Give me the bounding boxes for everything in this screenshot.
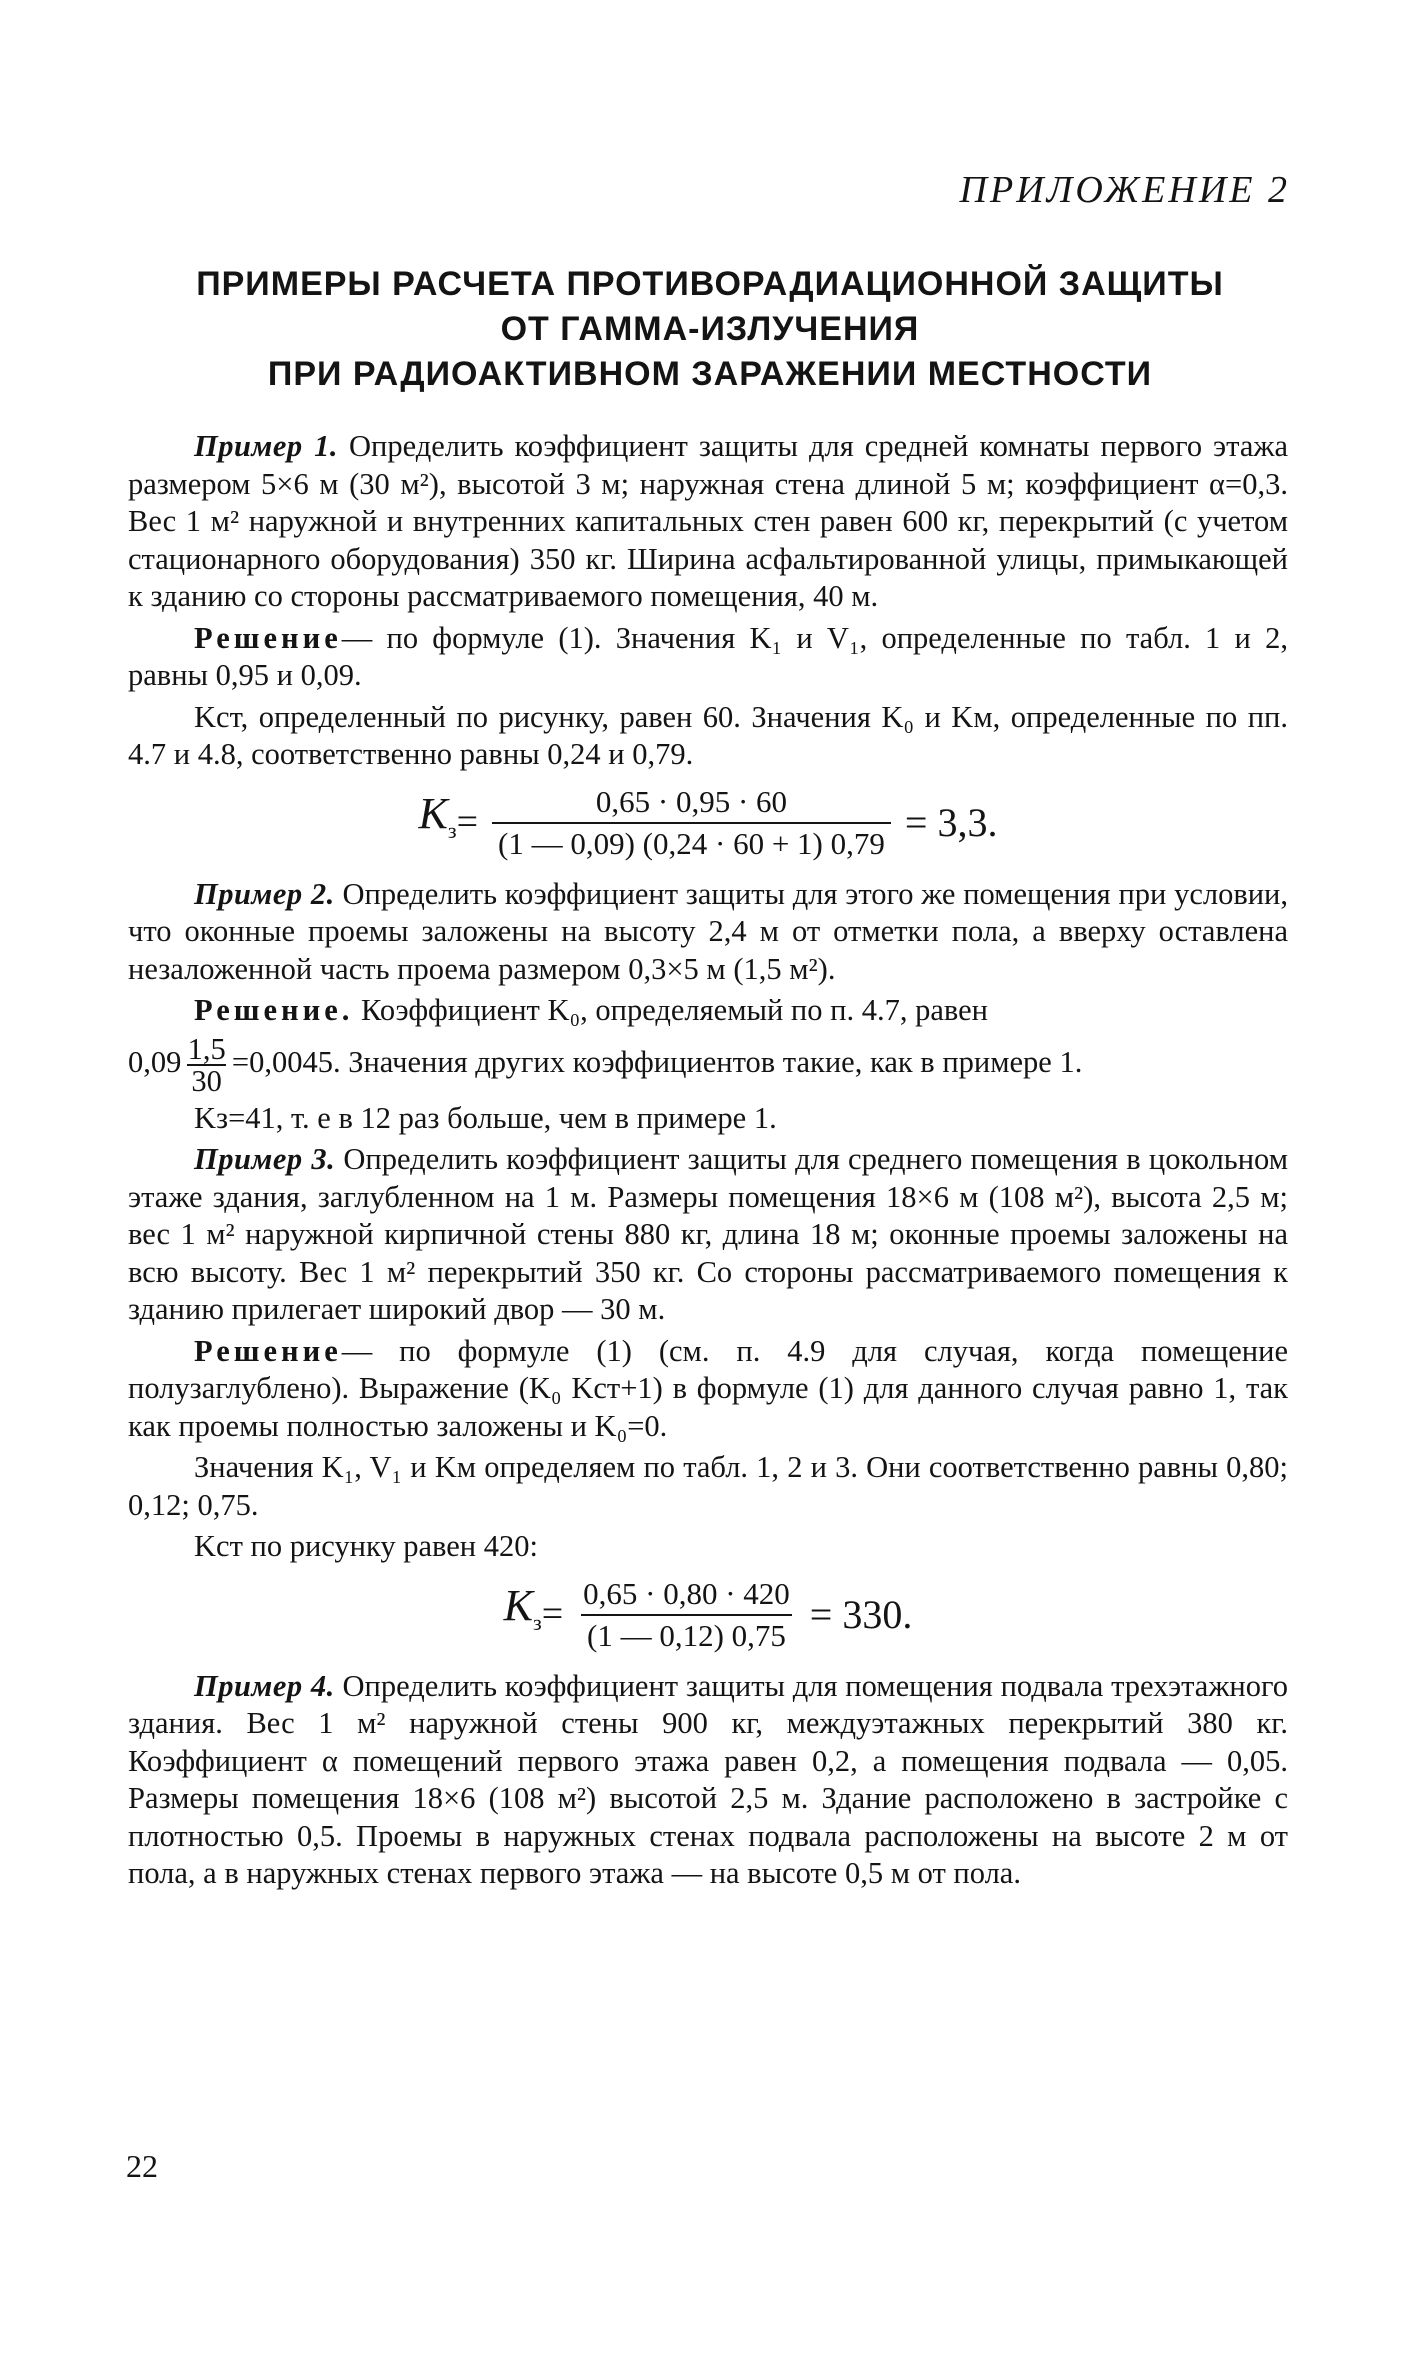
example-3-text: Определить коэффициент защиты для среднего помещения в цокольном этаже здания, заглубленном на 1 м. Размеры помещения 18×6 м (108 м²), высота 2,5 м; вес 1 м² наружной кирпичной стены 880 кг, длина 18 м; оконные проемы заложены на всю высоту. Вес 1 м² перекрытий 350 кг. Со стороны рассматриваемого помещения к зданию прилегает широкий двор — 30 м. — [128, 1142, 1288, 1326]
appendix-heading: ПРИЛОЖЕНИЕ 2 — [959, 169, 1290, 211]
example-1-kst: Kст, определенный по рисунку, равен 60. Значения K₀ и Kм, определенные по пп. 4.7 и 4.8, соответственно равны 0,24 и 0,79. — [128, 699, 1288, 771]
formula-numerator: 0,65 · 0,95 · 60 — [595, 783, 788, 819]
example-2-solution — [128, 992, 1288, 1030]
document-title — [130, 262, 1290, 397]
calc-denominator: 30 — [187, 1064, 226, 1096]
formula-numerator: 0,65 · 0,80 · 420 — [583, 1575, 790, 1611]
document-body — [128, 428, 1288, 1897]
solution-text: — по формуле (1) (см. п. 4.9 для случая, когда помещение полузаглублено). Выражение (K₀ Kст+1) в формуле (1) для данного случая равно 1, так как проемы полностью заложены и K₀=0. — [128, 1333, 1288, 1443]
example-3-formula — [128, 1576, 1288, 1654]
example-3-kst: Kст по рисунку равен 420: — [194, 1529, 538, 1563]
example-1-paragraph — [128, 428, 1288, 616]
example-3-lead: Пример 3. — [194, 1142, 336, 1176]
example-3-values: Значения K₁, V₁ и Kм определяем по табл. 1, 2 и 3. Они соответственно равны 0,80; 0,12; 0,75. — [128, 1450, 1288, 1522]
solution-label: Решение — [194, 620, 342, 655]
formula-equals: = — [456, 800, 479, 843]
formula-result: = 330. — [809, 1591, 913, 1637]
formula-lhs: $K_з$ — [503, 1581, 542, 1636]
example-1-formula — [128, 784, 1288, 862]
formula-fraction — [492, 784, 891, 862]
example-1-lead: Пример 1. — [194, 429, 338, 463]
example-2-lead: Пример 2. — [194, 876, 335, 911]
calc-numerator: 1,5 — [187, 1031, 226, 1066]
page-number: 22 — [126, 2148, 158, 2184]
calc-suffix: =0,0045. Значения других коэффициентов такие, как в примере 1. — [231, 1044, 1083, 1079]
example-3-paragraph — [128, 1141, 1288, 1329]
formula-result: = 3,3. — [904, 799, 998, 845]
title-line: ПРИМЕРЫ РАСЧЕТА ПРОТИВОРАДИАЦИОННОЙ ЗАЩИТЫ — [196, 265, 1224, 303]
example-4-text: Определить коэффициент защиты для помещения подвала трехэтажного здания. Вес 1 м² наружной стены 900 кг, междуэтажных перекрытий 380 кг. Коэффициент α помещений первого этажа равен 0,2, а помещения подвала — 0,05. Размеры помещения 18×6 (108 м²) высотой 2,5 м. Здание расположено в застройке с плотностью 0,5. Проемы в наружных стенах подвала расположены на высоте 2 м от пола, а в наружных стенах первого этажа — на высоте 0,5 м от пола. — [128, 1668, 1288, 1890]
formula-denominator: (1 — 0,09) (0,24 · 60 + 1) 0,79 — [492, 822, 891, 862]
example-1-solution — [128, 620, 1288, 695]
calc-fraction — [187, 1031, 226, 1098]
formula-lhs: $K_з$ — [418, 789, 457, 844]
example-2-text: Определить коэффициент защиты для этого же помещения при условии, что оконные проемы заложены на высоту 2,4 м от отметки пола, а вверху оставлена незаложенной часть проема размером 0,3×5 м (1,5 м²). — [128, 876, 1288, 986]
solution-label: Решение — [194, 1333, 342, 1368]
example-2-result: Kз=41, т. е в 12 раз больше, чем в примере 1. — [194, 1100, 777, 1135]
example-1-text: Определить коэффициент защиты для средней комнаты первого этажа размером 5×6 м (30 м²), высотой 3 м; наружная стена длиной 5 м; коэффициент α=0,3. Вес 1 м² наружной и внутренних капитальных стен равен 600 кг, перекрытий (с учетом стационарного оборудования) 350 кг. Ширина асфальтированной улицы, примыкающей к зданию со стороны рассматриваемого помещения, 40 м. — [128, 429, 1289, 613]
formula-denominator: (1 — 0,12) 0,75 — [581, 1614, 792, 1654]
formula-fraction — [577, 1576, 796, 1654]
solution-label: Решение. — [194, 993, 354, 1027]
solution-text: — по формуле (1). Значения K₁ и V₁, определенные по табл. 1 и 2, равны 0,95 и 0,09. — [128, 620, 1288, 692]
title-line: ПРИ РАДИОАКТИВНОМ ЗАРАЖЕНИИ МЕСТНОСТИ — [267, 355, 1153, 393]
example-2-calculation — [128, 1031, 1288, 1098]
example-3-solution — [128, 1333, 1288, 1446]
formula-equals: = — [541, 1592, 564, 1635]
solution-text: Коэффициент K₀, определяемый по п. 4.7, равен — [361, 993, 988, 1027]
example-4-lead: Пример 4. — [194, 1668, 335, 1703]
title-line: ОТ ГАММА-ИЗЛУЧЕНИЯ — [500, 310, 920, 348]
example-4-paragraph — [128, 1668, 1288, 1893]
example-2-paragraph — [128, 876, 1288, 989]
calc-prefix: 0,09 — [128, 1044, 182, 1079]
